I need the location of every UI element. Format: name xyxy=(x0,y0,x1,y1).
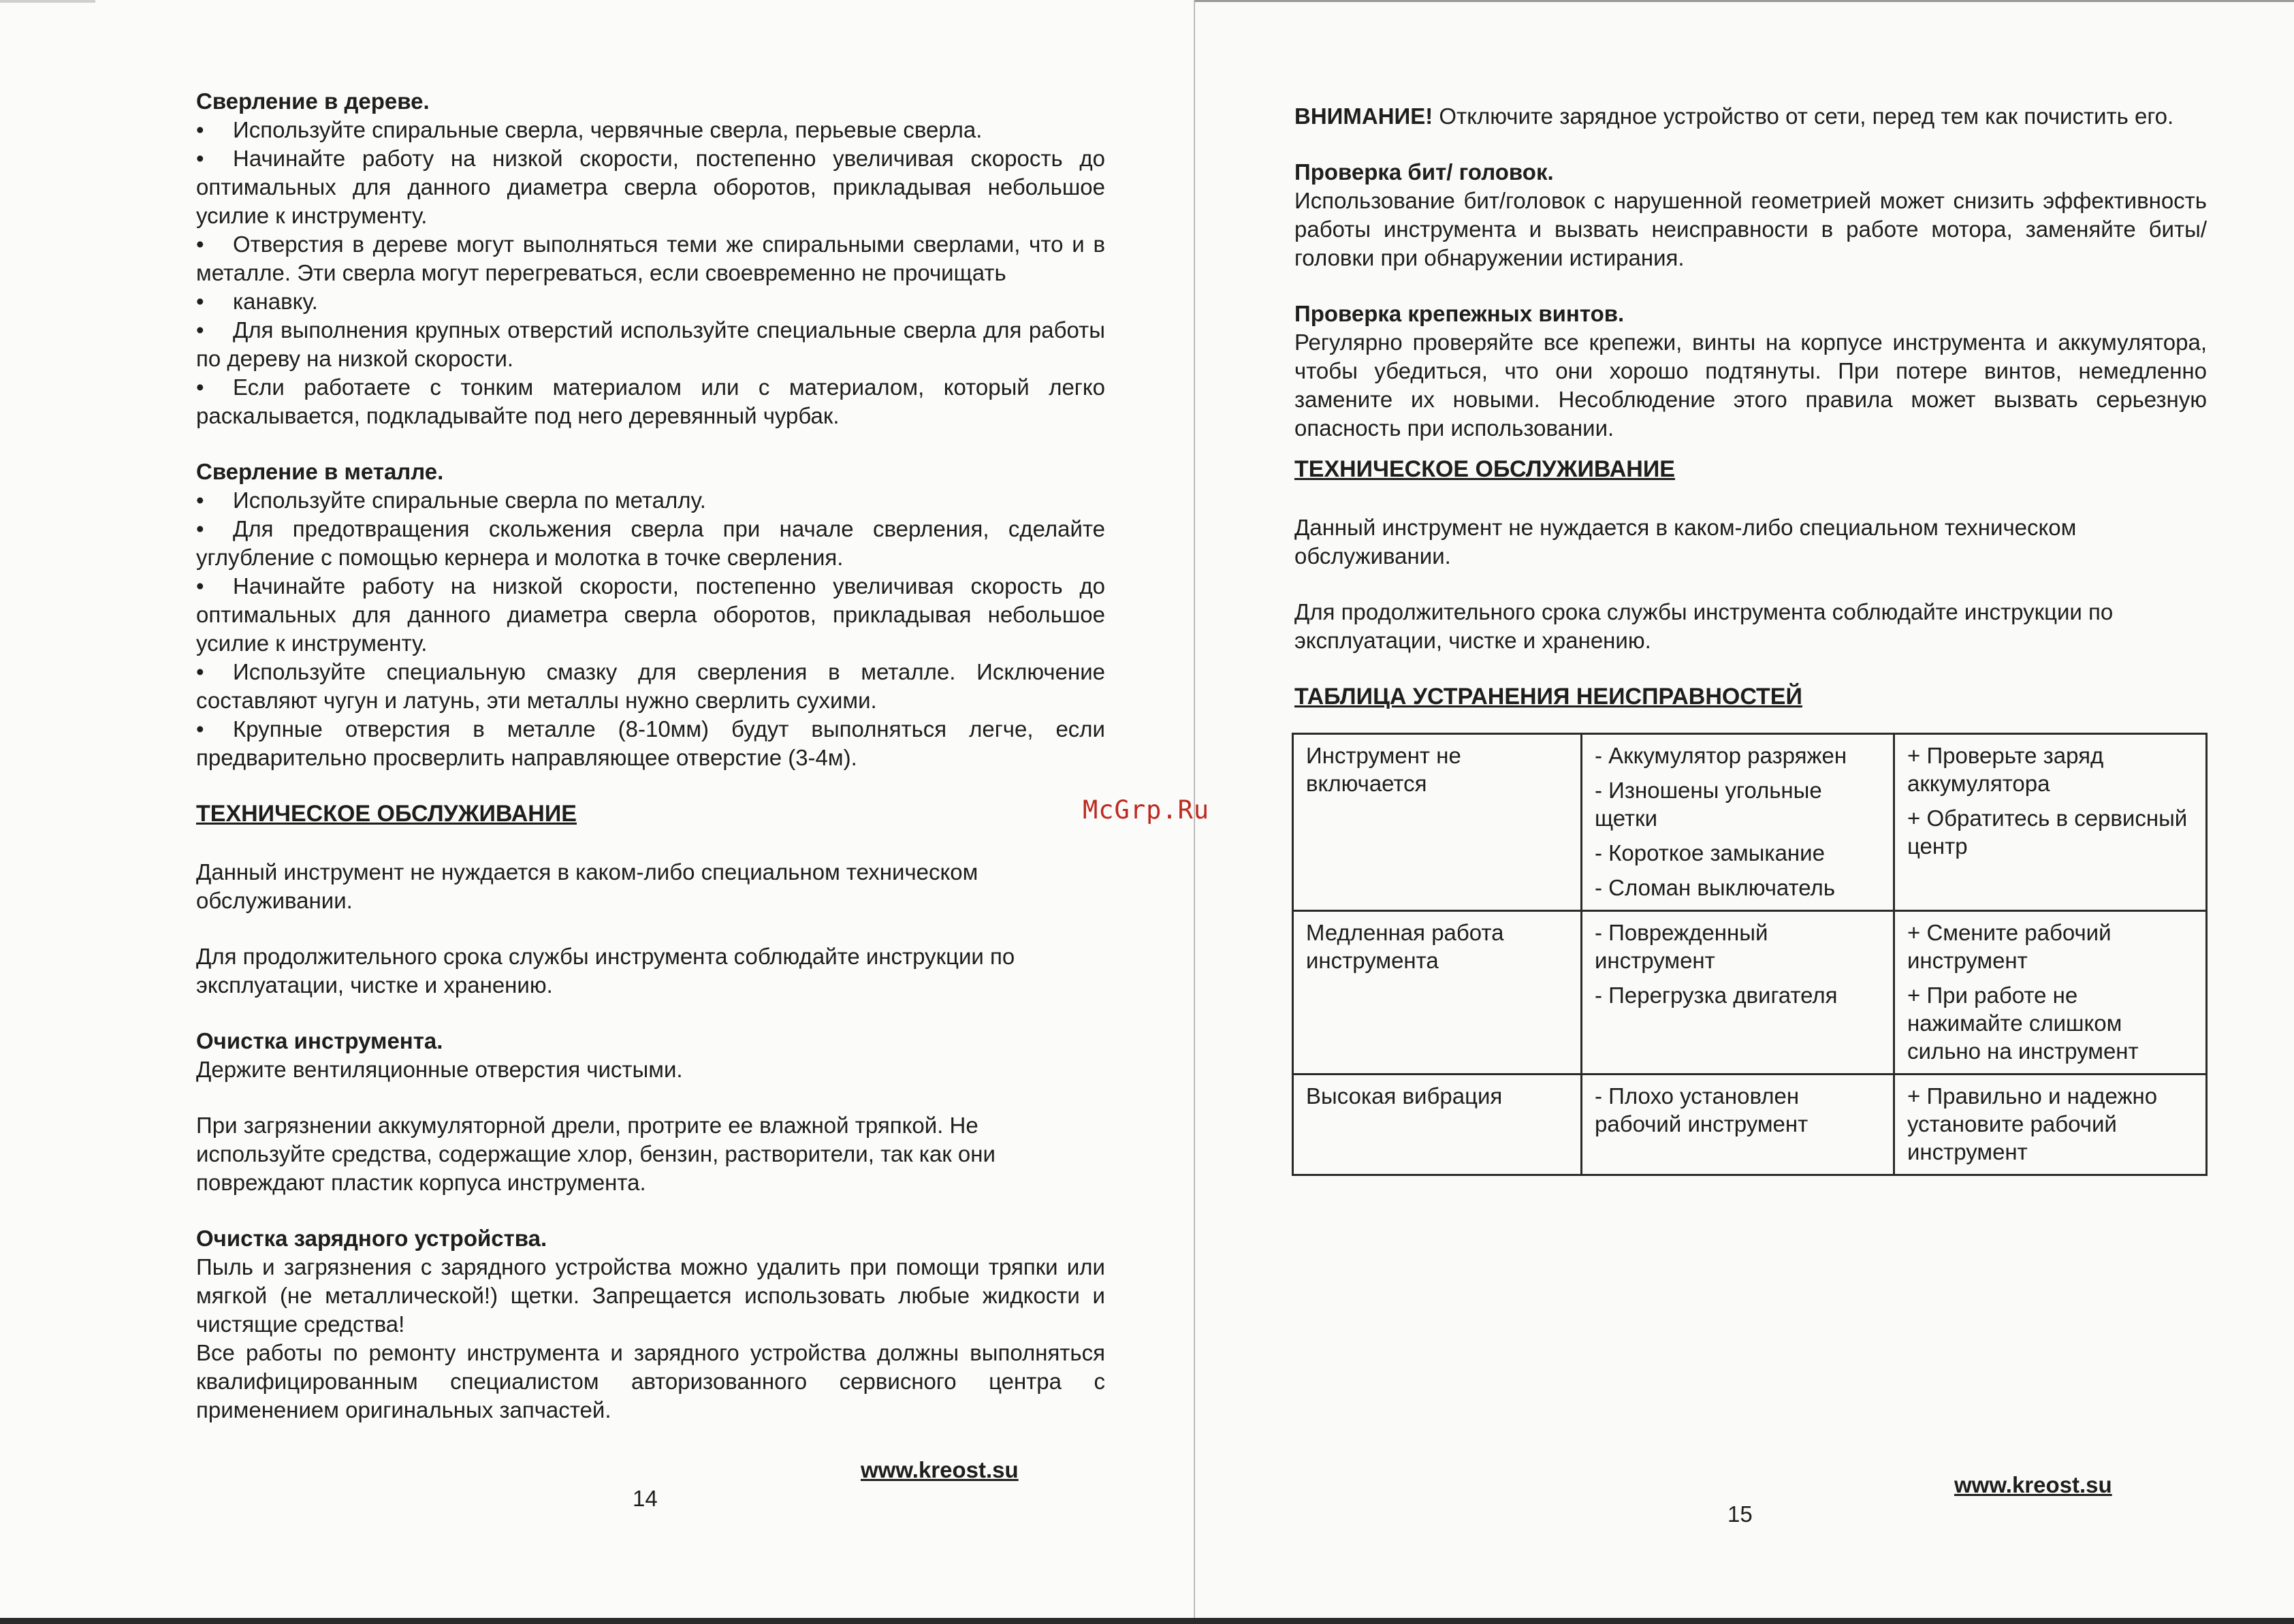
problem-cell: Высокая вибрация xyxy=(1293,1074,1582,1175)
causes-cell xyxy=(1582,911,1894,1074)
bullet-item: • Крупные отверстия в металле (8-10мм) будут выполняться легче, если предварительно просверлить направляющее отверстие (3-4м). xyxy=(196,716,1105,770)
bottom-edge-line xyxy=(0,1618,2294,1624)
solution-item: + При работе не нажимайте слишком сильно на инструмент xyxy=(1907,983,2139,1064)
page-number: 14 xyxy=(633,1486,658,1511)
top-edge-line xyxy=(0,0,95,3)
bullet-item: • Если работаете с тонким материалом или с материалом, который легко раскалывается, подкладывайте под него деревянный чурбак. xyxy=(196,375,1105,428)
cause-item: - Сломан выключатель xyxy=(1595,875,1836,900)
table-row xyxy=(1293,1074,2207,1175)
bullet-item: • Используйте спиральные сверла по металлу. xyxy=(196,488,706,513)
footer-site-link[interactable]: www.kreost.su xyxy=(1954,1472,2112,1497)
top-edge-line xyxy=(1195,0,2294,2)
maintenance-heading: ТЕХНИЧЕСКОЕ ОБСЛУЖИВАНИЕ xyxy=(1294,456,1675,482)
cause-item: - Поврежденный инструмент xyxy=(1595,920,1768,973)
cause-item: - Короткое замыкание xyxy=(1595,840,1825,865)
watermark-text: McGrp.Ru xyxy=(1083,795,1210,825)
drill-metal-heading: Сверление в металле. xyxy=(196,459,444,484)
cleaning-charger-paragraph: Пыль и загрязнения с зарядного устройства можно удалить при помощи тряпки или мягкой (не металлической!) щетки. Запрещается использовать любые жидкости и чистящие средства! xyxy=(196,1254,1105,1337)
bullet-item: • Используйте специальную смазку для сверления в металле. Исключение составляют чугун и латунь, эти металлы нужно сверлить сухими. xyxy=(196,659,1105,713)
solution-item: + Обратитесь в сервисный центр xyxy=(1907,806,2188,859)
bullet-item: • Для выполнения крупных отверстий используйте специальные сверла для работы по дереву на низкой скорости. xyxy=(196,317,1105,371)
solution-item: + Смените рабочий инструмент xyxy=(1907,920,2112,973)
cleaning-charger-paragraph: Все работы по ремонту инструмента и зарядного устройства должны выполняться квалифицированным специалистом авторизованного сервисного центра с применением оригинальных запчастей. xyxy=(196,1340,1105,1422)
page-number: 15 xyxy=(1727,1501,1753,1527)
troubleshooting-table xyxy=(1292,733,2208,1176)
footer-site-link[interactable]: www.kreost.su xyxy=(861,1457,1019,1482)
solution-item: + Проверьте заряд аккумулятора xyxy=(1907,743,2104,796)
screws-paragraph: Регулярно проверяйте все крепежи, винты на корпусе инструмента и аккумулятора, чтобы убедиться, что они хорошо подтянуты. При потере винтов, немедленно замените их новыми. Несоблюдение этого правила может вызвать серьезную опасность при использовании. xyxy=(1294,330,2207,441)
solution-item: + Правильно и надежно установите рабочий инструмент xyxy=(1907,1083,2158,1164)
right-page xyxy=(1195,0,2294,1624)
bullet-item: • Начинайте работу на низкой скорости, постепенно увеличивая скорость до оптимальных для данного диаметра сверла оборотов, прикладывая небольшое усилие к инструменту. xyxy=(196,573,1105,656)
warning-paragraph: ВНИМАНИЕ! Отключите зарядное устройство от сети, перед тем как почистить его. xyxy=(1294,104,2174,129)
causes-cell xyxy=(1582,1074,1894,1175)
bullet-item: • Используйте спиральные сверла, червячные сверла, перьевые сверла. xyxy=(196,117,983,142)
maintenance-paragraph: Для продолжительного срока службы инструмента соблюдайте инструкции по эксплуатации, чистке и хранению. xyxy=(196,944,1015,998)
cleaning-tool-paragraph: Держите вентиляционные отверстия чистыми. xyxy=(196,1057,683,1082)
screws-heading: Проверка крепежных винтов. xyxy=(1294,301,1625,326)
left-page-column xyxy=(196,87,1105,1424)
right-page-column xyxy=(1294,102,2207,1176)
maintenance-paragraph: Для продолжительного срока службы инструмента соблюдайте инструкции по эксплуатации, чистке и хранению. xyxy=(1294,599,2114,653)
troubleshooting-heading: ТАБЛИЦА УСТРАНЕНИЯ НЕИСПРАВНОСТЕЙ xyxy=(1294,684,1802,710)
problem-cell: Медленная работа инструмента xyxy=(1293,911,1582,1074)
cause-item: - Аккумулятор разряжен xyxy=(1595,743,1847,768)
cause-item: - Изношены угольные щетки xyxy=(1595,778,1822,831)
solutions-cell xyxy=(1894,1074,2207,1175)
solutions-cell xyxy=(1894,911,2207,1074)
solutions-cell xyxy=(1894,734,2207,911)
warning-label: ВНИМАНИЕ! xyxy=(1294,104,1433,129)
cleaning-tool-heading: Очистка инструмента. xyxy=(196,1028,443,1053)
maintenance-paragraph: Данный инструмент не нуждается в каком-либо специальном техническом обслуживании. xyxy=(196,859,978,913)
cause-item: - Перегрузка двигателя xyxy=(1595,983,1838,1008)
cleaning-tool-paragraph: При загрязнении аккумуляторной дрели, протрите ее влажной тряпкой. Не используйте средства, содержащие хлор, бензин, растворители, так как они повреждают пластик корпуса инструмента. xyxy=(196,1113,995,1195)
bullet-item: • Начинайте работу на низкой скорости, постепенно увеличивая скорость до оптимальных для данного диаметра сверла оборотов, прикладывая небольшое усилие к инструменту. xyxy=(196,146,1105,228)
bullet-item: • Отверстия в дереве могут выполняться теми же спиральными сверлами, что и в металле. Эти сверла могут перегреваться, если своевременно не прочищать xyxy=(196,232,1105,285)
drill-wood-heading: Сверление в дереве. xyxy=(196,89,430,114)
causes-cell xyxy=(1582,734,1894,911)
table-row xyxy=(1293,911,2207,1074)
cleaning-charger-heading: Очистка зарядного устройства. xyxy=(196,1226,547,1251)
problem-cell: Инструмент не включается xyxy=(1293,734,1582,911)
bullet-item: • Для предотвращения скольжения сверла при начале сверления, сделайте углубление с помощью кернера и молотка в точке сверления. xyxy=(196,516,1105,570)
maintenance-heading: ТЕХНИЧЕСКОЕ ОБСЛУЖИВАНИЕ xyxy=(196,801,577,827)
bullet-item: • канавку. xyxy=(196,289,318,314)
maintenance-paragraph: Данный инструмент не нуждается в каком-либо специальном техническом обслуживании. xyxy=(1294,515,2077,569)
table-row xyxy=(1293,734,2207,911)
bits-heading: Проверка бит/ головок. xyxy=(1294,159,1554,185)
cause-item: - Плохо установлен рабочий инструмент xyxy=(1595,1083,1809,1136)
bits-paragraph: Использование бит/головок с нарушенной геометрией может снизить эффективность работы инструмента и вызвать неисправности в работе мотора, заменяйте биты/головки при обнаружении истирания. xyxy=(1294,188,2207,270)
